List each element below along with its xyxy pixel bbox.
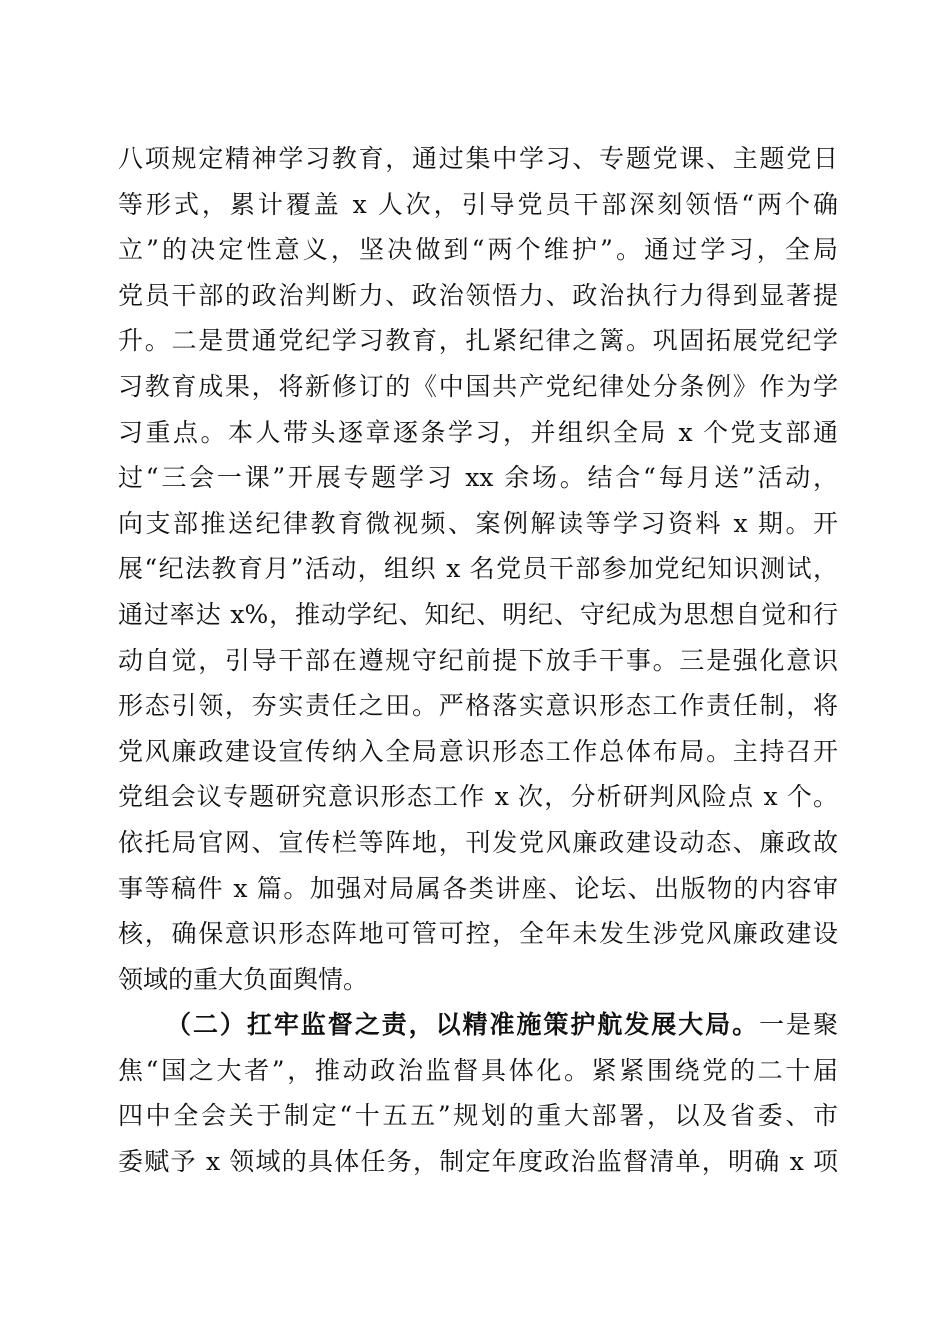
text-line: 动自觉，引导干部在遵规守纪前提下放手干事。三是强化意识	[118, 645, 838, 675]
text-line: 四中全会关于制定“十五五”规划的重大部署，以及省委、市	[118, 1101, 838, 1131]
text-line: 核，确保意识形态阵地可管可控，全年未发生涉党风廉政建设	[118, 919, 838, 949]
body-text	[118, 136, 838, 1185]
text-line: 依托局官网、宣传栏等阵地，刊发党风廉政建设动态、廉政故	[118, 827, 838, 857]
section-heading: （二）扛牢监督之责，以精准施策护航发展大局。	[166, 1010, 760, 1040]
text-line: 向支部推送纪律教育微视频、案例解读等学习资料 x 期。开	[118, 508, 838, 538]
text-line: 升。二是贯通党纪学习教育，扎紧纪律之篱。巩固拓展党纪学	[118, 326, 838, 356]
text-line: 八项规定精神学习教育，通过集中学习、专题党课、主题党日	[118, 144, 838, 173]
text-line: 党员干部的政治判断力、政治领悟力、政治执行力得到显著提	[118, 280, 838, 310]
section-first-line-rest: 一是聚	[759, 1010, 838, 1040]
text-line: 习教育成果，将新修订的《中国共产党纪律处分条例》作为学	[118, 371, 838, 401]
section-heading-line	[118, 1002, 838, 1048]
text-line: 事等稿件 x 篇。加强对局属各类讲座、论坛、出版物的内容审	[118, 873, 838, 903]
text-line: 焦“国之大者”，推动政治监督具体化。紧紧围绕党的二十届	[118, 1055, 838, 1085]
text-line: 形态引领，夯实责任之田。严格落实意识形态工作责任制，将	[118, 691, 838, 721]
text-line: 党风廉政建设宣传纳入全局意识形态工作总体布局。主持召开	[118, 736, 838, 766]
text-line: 习重点。本人带头逐章逐条学习，并组织全局 x 个党支部通	[118, 417, 838, 447]
text-line: 等形式，累计覆盖 x 人次，引导党员干部深刻领悟“两个确	[118, 189, 838, 219]
text-line: 展“纪法教育月”活动，组织 x 名党员干部参加党纪知识测试，	[118, 554, 838, 584]
text-line: 党组会议专题研究意识形态工作 x 次，分析研判风险点 x 个。	[118, 782, 838, 812]
text-line: 通过率达 x%，推动学纪、知纪、明纪、守纪成为思想自觉和行	[118, 599, 838, 629]
text-line: 领域的重大负面舆情。	[118, 964, 369, 994]
text-line: 过“三会一课”开展专题学习 xx 余场。结合“每月送”活动，	[118, 463, 838, 493]
text-line: 立”的决定性意义，坚决做到“两个维护”。通过学习，全局	[118, 235, 838, 265]
text-line: 委赋予 x 领域的具体任务，制定年度政治监督清单，明确 x 项	[118, 1147, 838, 1177]
